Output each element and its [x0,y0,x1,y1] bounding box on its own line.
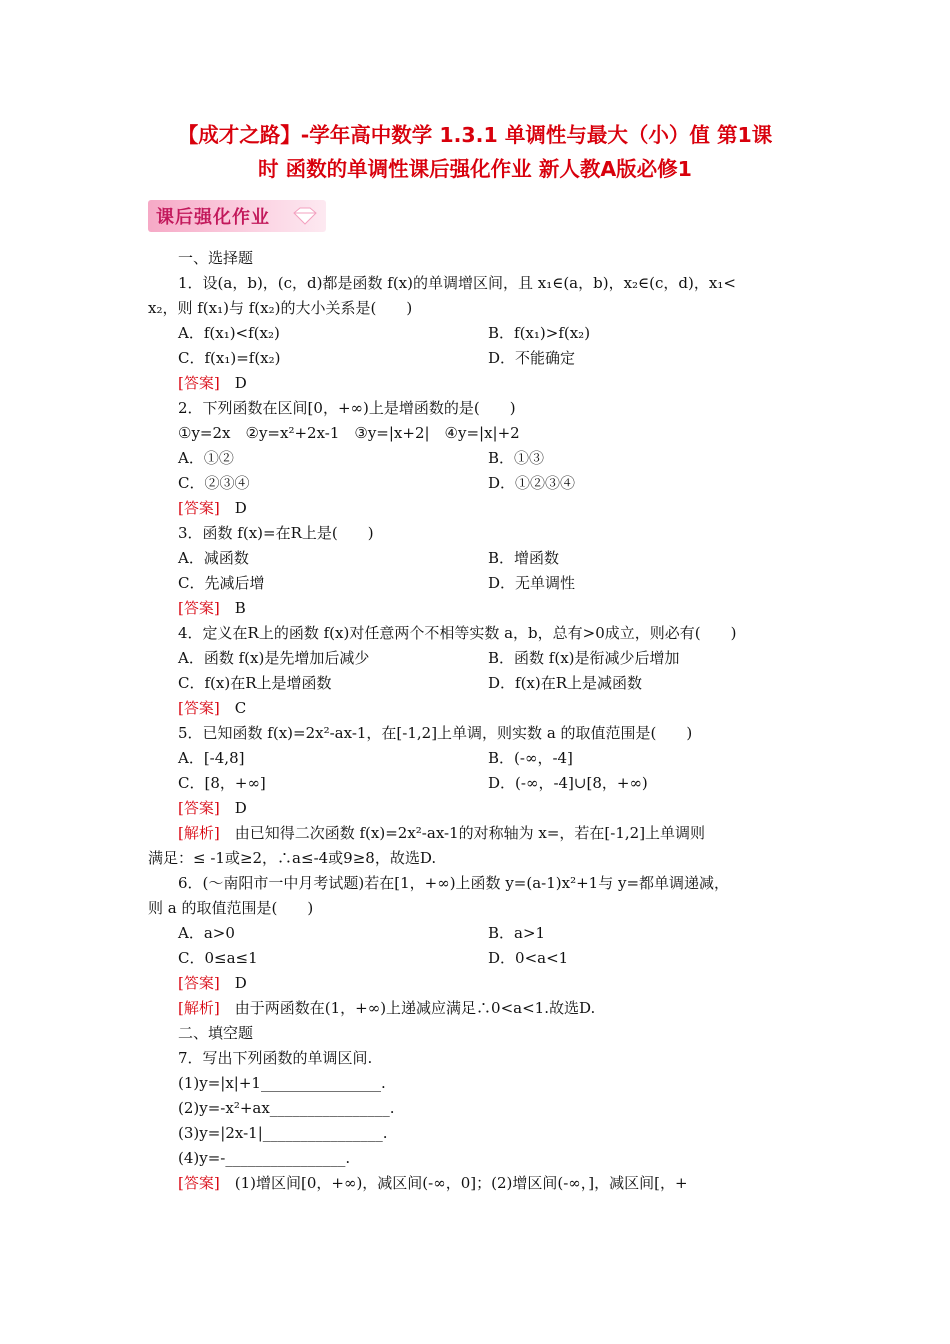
q4-answer-value: C [234,699,247,717]
q3-option-a: A．减函数 [178,549,249,567]
q3-option-c: C．先减后增 [178,574,265,592]
q3-stem: 3．函数 f(x)=在R上是( ) [178,524,374,542]
q1-option-d: D．不能确定 [488,349,576,367]
analysis-tag: [解析] [178,824,220,842]
q5-analysis-a [178,823,705,843]
q1-option-b: B．f(x₁)>f(x₂) [488,324,591,342]
q6-option-c: C．0≤a≤1 [178,949,258,967]
title-line-1: 【成才之路】-学年高中数学 1.3.1 单调性与最大（小）值 第1课 [177,123,773,147]
answer-tag: [答案] [178,1174,220,1192]
q7-part-1: (1)y=|x|+1________________. [178,1074,386,1092]
answer-tag: [答案] [178,374,220,392]
q3-option-d: D．无单调性 [488,574,576,592]
q1-option-c: C．f(x₁)=f(x₂) [178,349,281,367]
q5-analysis-text: 由已知得二次函数 f(x)=2x²-ax-1的对称轴为 x=，若在[-1,2]上单调则 [234,824,706,842]
q6-answer-value: D [234,974,247,992]
q1-option-a: A．f(x₁)<f(x₂) [178,324,280,342]
q2-option-d: D．①②③④ [488,474,576,492]
q4-option-c: C．f(x)在R上是增函数 [178,674,332,692]
q3-answer-value: B [234,599,246,617]
diamond-icon [290,207,320,225]
q2-answer-value: D [234,499,247,517]
q6-answer [178,973,247,993]
q5-answer [178,798,247,818]
q5-analysis-b: 满足：≤ -1或≥2，∴a≤-4或9≥8，故选D. [148,849,437,867]
q2-option-b: B．①③ [488,449,545,467]
q7-answer-value: (1)增区间[0，+∞)，减区间(-∞，0]；(2)增区间(-∞，]，减区间[，+ [234,1174,688,1192]
q2-answer [178,498,247,518]
section-heading-1: 一、选择题 [178,249,254,267]
q4-option-a: A．函数 f(x)是先增加后减少 [178,649,370,667]
q6-stem-a: 6．(～南阳市一中月考试题)若在[1，+∞)上函数 y=(a-1)x²+1与 y=都单调递减， [178,874,730,892]
answer-tag: [答案] [178,599,220,617]
q4-option-b: B．函数 f(x)是衔减少后增加 [488,649,680,667]
q5-option-d: D．(-∞，-4]∪[8，+∞) [488,774,648,792]
q5-answer-value: D [234,799,247,817]
section-banner [148,200,326,232]
q1-stem-b: x₂，则 f(x₁)与 f(x₂)的大小关系是( ) [148,299,413,317]
banner-label: 课后强化作业 [156,207,270,228]
analysis-tag: [解析] [178,999,220,1017]
q4-stem: 4．定义在R上的函数 f(x)对任意两个不相等实数 a，b，总有>0成立，则必有( ) [178,624,737,642]
answer-tag: [答案] [178,974,220,992]
answer-tag: [答案] [178,799,220,817]
q6-option-a: A．a>0 [178,924,235,942]
q7-stem: 7．写出下列函数的单调区间. [178,1049,373,1067]
q2-stem: 2．下列函数在区间[0，+∞)上是增函数的是( ) [178,399,516,417]
q2-option-c: C．②③④ [178,474,250,492]
q5-option-a: A．[-4,8] [178,749,245,767]
answer-tag: [答案] [178,699,220,717]
title-line-2: 时 函数的单调性课后强化作业 新人教A版必修1 [258,157,692,181]
q5-option-b: B．(-∞，-4] [488,749,573,767]
q1-answer-value: D [234,374,247,392]
q1-answer [178,373,247,393]
q6-option-b: B．a>1 [488,924,546,942]
q3-answer [178,598,246,618]
q7-part-4: (4)y=-________________. [178,1149,351,1167]
section-heading-2: 二、填空题 [178,1024,254,1042]
q6-option-d: D．0<a<1 [488,949,569,967]
q6-analysis [178,998,595,1018]
q6-analysis-text: 由于两函数在(1，+∞)上递减应满足∴0<a<1.故选D. [234,999,596,1017]
q3-option-b: B．增函数 [488,549,560,567]
q1-stem-a: 1．设(a，b)，(c，d)都是函数 f(x)的单调增区间，且 x₁∈(a，b)，x₂∈(c，d)，x₁< [178,274,736,292]
answer-tag: [答案] [178,499,220,517]
q4-option-d: D．f(x)在R上是减函数 [488,674,643,692]
q6-stem-b: 则 a 的取值范围是( ) [148,899,314,917]
q4-answer [178,698,246,718]
q7-part-3: (3)y=|2x-1|________________. [178,1124,388,1142]
q5-stem: 5．已知函数 f(x)=2x²-ax-1，在[-1,2]上单调，则实数 a 的取值范围是( ) [178,724,693,742]
q2-functions: ①y=2x ②y=x²+2x-1 ③y=|x+2| ④y=|x|+2 [178,424,520,442]
q7-part-2: (2)y=-x²+ax________________. [178,1099,395,1117]
q7-answer [178,1173,688,1193]
q5-option-c: C．[8，+∞] [178,774,266,792]
document-title [120,118,830,186]
q2-option-a: A．①② [178,449,234,467]
